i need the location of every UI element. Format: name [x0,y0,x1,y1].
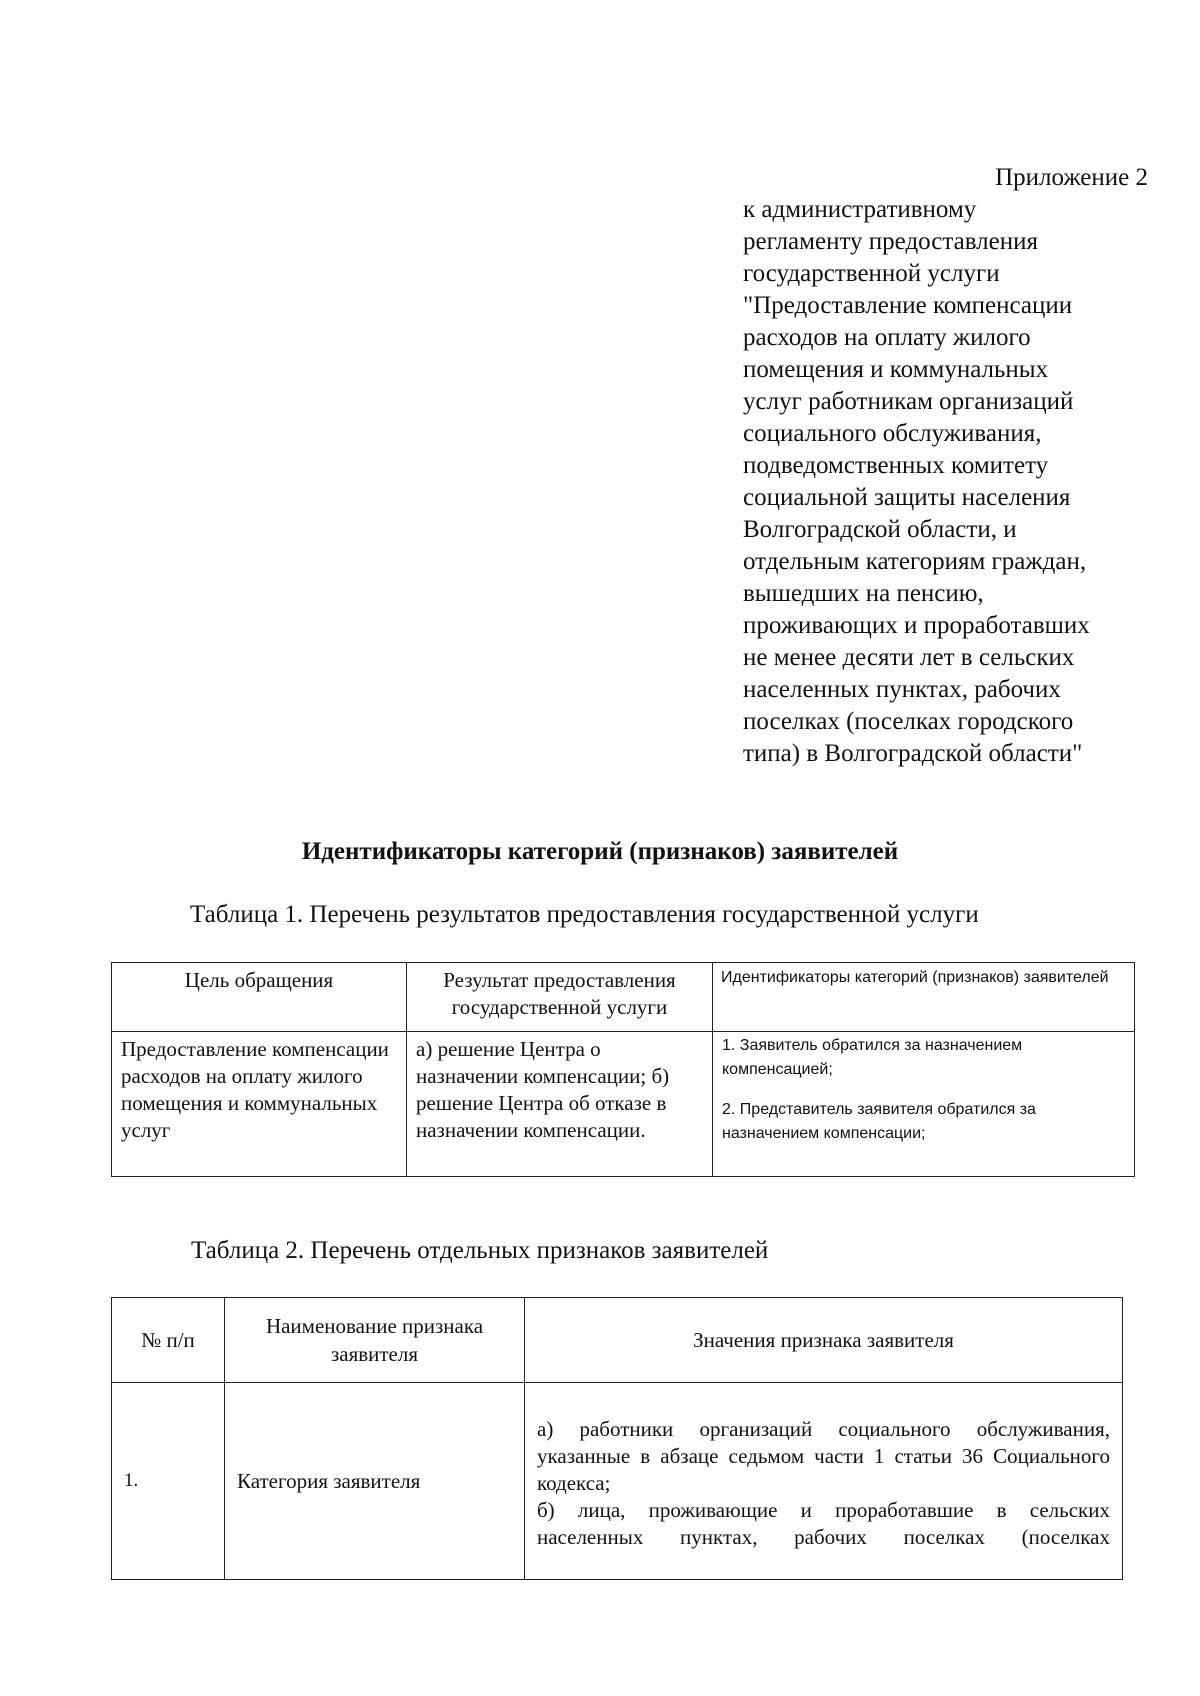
annex-line: расходов на оплату жилого [743,324,1031,351]
header-identifiers: Идентификаторы категорий (признаков) заявителей [713,963,1135,1032]
attribute-value-item: б) лица, проживающие и проработавшие в сельских населенных пунктах, рабочих поселках (поселках [537,1498,1110,1549]
document-heading: Идентификаторы категорий (признаков) заявителей [301,838,899,865]
table-row [112,1032,1135,1177]
annex-line: типа) в Волгоградской области" [743,740,1083,767]
annex-line: государственной услуги [743,260,1000,287]
annex-line: отдельным категориям граждан, [743,548,1087,575]
header-attribute-name: Наименование признака заявителя [225,1298,525,1383]
annex-description [743,194,1173,770]
table1-caption: Таблица 1. Перечень результатов предоставления государственной услуги [190,901,979,928]
annex-line: проживающих и проработавших [743,612,1090,639]
annex-line: подведомственных комитету [743,452,1049,479]
cell-goal: Предоставление компенсации расходов на оплату жилого помещения и коммунальных услуг [112,1032,407,1177]
identifier-item: 1. Заявитель обратился за назначением компенсацией; [722,1037,1023,1078]
table-row [112,1383,1123,1580]
applicant-attributes-table [111,1297,1123,1580]
header-number: № п/п [112,1298,225,1383]
header-goal: Цель обращения [112,963,407,1032]
annex-line: вышедших на пенсию, [743,580,984,607]
annex-line: к административному [743,196,977,223]
annex-line: регламенту предоставления [743,228,1039,255]
annex-line: "Предоставление компенсации [743,292,1073,319]
annex-line: услуг работникам организаций [743,388,1074,415]
header-result: Результат предоставления государственной услуги [407,963,713,1032]
cell-result: а) решение Центра о назначении компенсации; б) решение Центра об отказе в назначении компенсации. [407,1032,713,1177]
annex-line: населенных пунктах, рабочих [743,676,1061,703]
annex-line: социального обслуживания, [743,420,1042,447]
cell-attribute-values [525,1383,1123,1580]
header-attribute-values: Значения признака заявителя [525,1298,1123,1383]
annex-line: Волгоградской области, и [743,516,1017,543]
table2-caption: Таблица 2. Перечень отдельных признаков заявителей [191,1237,769,1264]
identifier-item: 2. Представитель заявителя обратился за назначением компенсации; [722,1101,1036,1142]
cell-attribute-name: Категория заявителя [225,1383,525,1580]
annex-title: Приложение 2 [995,164,1148,191]
annex-line: не менее десяти лет в сельских [743,644,1075,671]
attribute-value-item: а) работники организаций социального обслуживания, указанные в абзаце седьмом части 1 статьи 36 Социального кодекса; [537,1417,1110,1495]
cell-number: 1. [112,1383,225,1580]
table-header-row [112,1298,1123,1383]
annex-line: поселках (поселках городского [743,708,1074,735]
cell-identifiers [713,1032,1135,1177]
results-table [111,962,1135,1177]
table-header-row [112,963,1135,1032]
annex-line: помещения и коммунальных [743,356,1049,383]
annex-line: социальной защиты населения [743,484,1071,511]
